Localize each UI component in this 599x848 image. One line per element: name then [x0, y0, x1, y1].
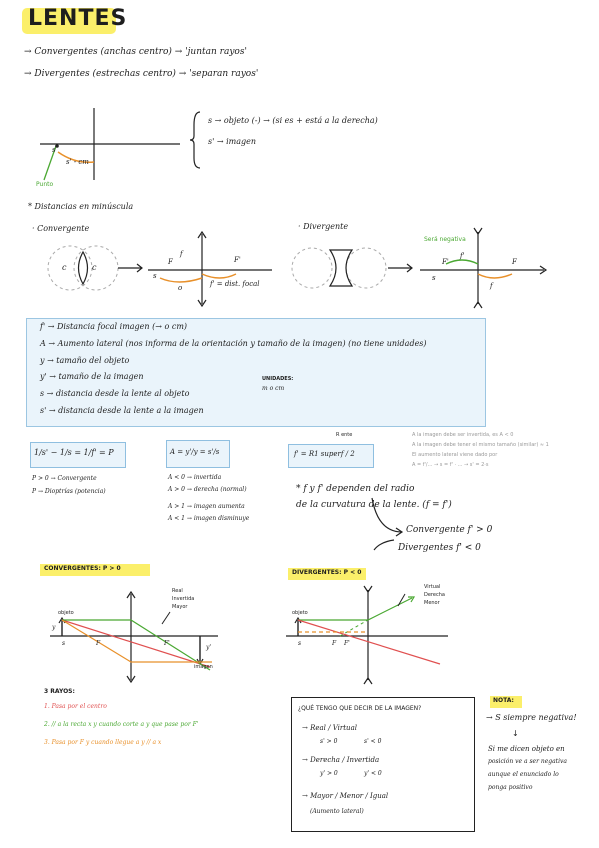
cray-heading: CONVERGENTES: P > 0: [44, 565, 121, 572]
dray-note-virtual: Virtual: [424, 584, 441, 590]
dray-lens-top: [364, 586, 372, 592]
cray-s: s: [62, 640, 66, 647]
axis-s-label: s: [52, 146, 56, 154]
cray-note-pointer: [162, 612, 170, 624]
div-negative-arc: [446, 260, 478, 264]
cray-ray-red: [62, 620, 210, 667]
conv-lens-shape: [79, 252, 88, 284]
dray-heading: DIVERGENTES: P < 0: [292, 569, 362, 576]
aumento-formula: A = y'/y = s'/s: [170, 448, 220, 456]
def-s: s → distancia desde la lente al objeto: [40, 389, 190, 398]
r-ente-label: R ente: [336, 432, 353, 438]
dray-ray-green: [298, 598, 412, 620]
sprime-definition: s' → imagen: [208, 137, 257, 146]
punto-label: Punto: [36, 181, 54, 188]
dray-F: F: [332, 640, 337, 647]
dray-Fprime: F': [344, 640, 350, 647]
conv-circle-left: [48, 246, 92, 290]
faint-note-1: A la imagen debe ser invertida, es A < 0: [412, 432, 514, 438]
intro-convergentes: → Convergentes (anchas centro) → 'juntan rayos': [24, 47, 247, 57]
div-fprime: f': [460, 252, 465, 260]
radius-conv: Convergente f' > 0: [406, 525, 493, 535]
nota-line-2: Si me dicen objeto en: [488, 745, 565, 753]
conv-f-arc: [202, 274, 236, 278]
cray-yprime: y': [206, 644, 212, 651]
conv-s-arc: [160, 278, 202, 282]
dray-note-derecha: Derecha: [424, 592, 445, 598]
units-label: UNIDADES:: [262, 376, 294, 382]
divergente-heading: · Divergente: [298, 222, 349, 231]
cray-note-mayor: Mayor: [172, 604, 188, 610]
q-real: → Real / Virtual: [302, 724, 357, 732]
focal-formula: f' = R1 superf / 2: [294, 450, 355, 458]
q-real-sub2: s' < 0: [364, 738, 382, 745]
a-less-1: A < 1 → imagen disminuye: [168, 515, 250, 522]
q-mayor: → Mayor / Menor / Igual: [302, 792, 389, 800]
conv-f: f: [180, 250, 183, 258]
div-lens-top-arrow: [474, 228, 482, 234]
cray-F: F: [96, 640, 101, 647]
div-lens-shape: [330, 250, 352, 286]
dray-ray-red: [298, 620, 440, 664]
nota-line-4: aunque el enunciado lo: [488, 771, 559, 778]
rayo-2: 2. // a la recta x y cuando corte a y que pase por F': [44, 721, 199, 728]
distancias-note: * Distancias en minúscula: [28, 202, 134, 211]
units-value: m o cm: [262, 385, 285, 392]
dray-s: s: [298, 640, 302, 647]
def-yprime: y' → tamaño de la imagen: [40, 372, 144, 381]
p-positive: P > 0 → Convergente: [32, 475, 97, 482]
rayos-heading: 3 RAYOS:: [44, 688, 75, 695]
conv-fprime-note: f' = dist. focal: [210, 280, 260, 288]
cray-Fprime: F': [164, 640, 170, 647]
convergente-heading: · Convergente: [32, 224, 90, 233]
p-unit: P → Dioptrías (potencia): [32, 488, 106, 495]
dray-objeto: objeto: [292, 610, 308, 616]
q-mayor-sub: (Aumento lateral): [310, 808, 364, 815]
nota-line-1: → S siempre negativa!: [486, 713, 577, 722]
dray-note-menor: Menor: [424, 600, 440, 606]
conv-s: s: [153, 272, 157, 280]
radius-note-2: de la curvatura de la lente. (f = f'): [296, 500, 452, 510]
q-der-sub1: y' > 0: [320, 770, 338, 777]
cray-note-real: Real: [172, 588, 183, 594]
div-s: s: [432, 274, 436, 282]
div-circle-left: [292, 248, 332, 288]
div-sera-negativa: Será negativa: [424, 236, 466, 243]
dray-virtual-green: [340, 620, 368, 636]
cray-ray-orange: [62, 620, 212, 662]
div-circle-right: [346, 248, 386, 288]
radius-note-1: * f y f' dependen del radio: [296, 484, 415, 494]
def-y: y → tamaño del objeto: [40, 356, 130, 365]
a-positive: A > 0 → derecha (normal): [168, 486, 247, 493]
q-der-sub2: y' < 0: [364, 770, 382, 777]
rayo-3: 3. Pasa por F y cuando llegue a y // a x: [44, 739, 162, 746]
a-negative: A < 0 → invertida: [168, 474, 222, 481]
s-definition: s → objeto (-) → (si es + está a la derecha): [208, 116, 378, 125]
conv-c-left: c: [62, 263, 67, 272]
conv-F: F: [168, 258, 173, 266]
div-f-arc: [478, 274, 512, 278]
nota-arrow: ↓: [512, 729, 519, 738]
intro-divergentes: → Divergentes (estrechas centro) → 'separan rayos': [24, 69, 259, 79]
page-title: LENTES: [28, 6, 128, 31]
axis-sprime-label: s' - cm: [66, 158, 89, 166]
cray-objeto: objeto: [58, 610, 74, 616]
dray-lens-bottom: [364, 678, 372, 684]
def-aumento: A → Aumento lateral (nos informa de la orientación y tamaño de la imagen) (no tiene unidades): [40, 339, 427, 348]
nota-line-5: ponga positivo: [488, 784, 533, 791]
a-greater-1: A > 1 → imagen aumenta: [168, 503, 245, 510]
cray-y: y: [52, 624, 56, 631]
faint-note-3: El aumento lateral viene dado por: [412, 452, 498, 458]
radius-div: Divergentes f' < 0: [398, 543, 481, 553]
cray-imagen: imagen: [194, 664, 213, 670]
div-Fprime: F': [442, 258, 449, 266]
nota-heading: NOTA:: [493, 697, 514, 704]
cray-note-invertida: Invertida: [172, 596, 195, 602]
nota-line-3: posición ve a ser negativa: [488, 758, 567, 765]
conv-c-right: c: [92, 263, 97, 272]
dray-note-pointer: [398, 594, 405, 606]
faint-note-4: A = f'/... → s = f' · ... → s' = 2·s: [412, 462, 489, 468]
rayo-1: 1. Pasa por el centro: [44, 703, 107, 710]
faint-note-2: A la imagen debe tener el mismo tamaño (similar) ≈ 1: [412, 442, 549, 448]
div-F: F: [512, 258, 517, 266]
sign-bracket: [190, 112, 200, 168]
def-fprime: f' → Distancia focal imagen (→ o cm): [40, 322, 188, 331]
conv-o: o: [178, 284, 183, 292]
lens-formula: 1/s' − 1/s = 1/f' = P: [34, 448, 114, 457]
q-real-sub1: s' > 0: [320, 738, 338, 745]
div-lens-bottom-arrow: [474, 302, 482, 308]
conv-Fprime: F': [234, 256, 241, 264]
div-arrow-curve: [374, 540, 394, 550]
def-sprime: s' → distancia desde la lente a la imagen: [40, 406, 204, 415]
div-f: f: [490, 282, 493, 290]
question-title: ¿QUÉ TENGO QUE DECIR DE LA IMAGEN?: [298, 705, 422, 712]
q-derecha: → Derecha / Invertida: [302, 756, 380, 764]
